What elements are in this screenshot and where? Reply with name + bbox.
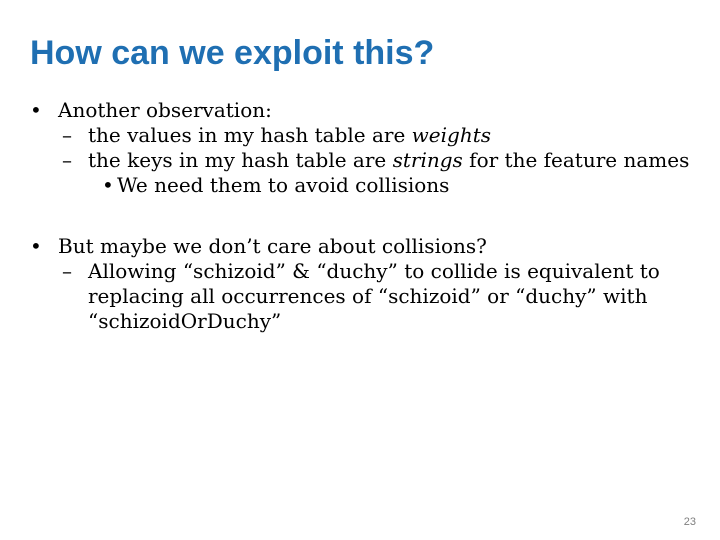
bullet-dont-care-collisions (30, 234, 690, 259)
dash-marker: – (62, 148, 72, 172)
sub-sub-bullet-text: We need them to avoid collisions (117, 173, 450, 197)
sub-bullet-text: the values in my hash table are (88, 123, 412, 147)
bullet-marker: • (30, 98, 42, 122)
bullet-marker: • (30, 234, 42, 258)
bullet-text: But maybe we don’t care about collisions? (58, 234, 487, 258)
bullet-another-observation (30, 98, 690, 123)
sub-bullet-text-tail: for the feature names (462, 148, 690, 172)
sub-bullet-text: Allowing “schizoid” & “duchy” to collide is equivalent to replacing all occurrences of “schizoid” or “duchy” with “schizoidOrDuchy” (88, 259, 660, 333)
slide-title: How can we exploit this? (30, 34, 435, 72)
emphasis-weights: weights (411, 123, 492, 147)
sub-bullet-keys-strings (30, 148, 690, 173)
slide-body (30, 98, 690, 334)
emphasis-strings: strings (392, 148, 463, 172)
dash-marker: – (62, 123, 72, 147)
bullet-marker: • (102, 173, 114, 197)
page-number: 23 (683, 516, 696, 528)
sub-bullet-allowing-collide (30, 259, 690, 334)
sub-bullet-text: the keys in my hash table are (88, 148, 393, 172)
bullet-text: Another observation: (58, 98, 272, 122)
dash-marker: – (62, 259, 72, 283)
sub-sub-bullet-avoid-collisions (30, 173, 690, 198)
sub-bullet-values-weights (30, 123, 690, 148)
spacer (30, 198, 690, 234)
